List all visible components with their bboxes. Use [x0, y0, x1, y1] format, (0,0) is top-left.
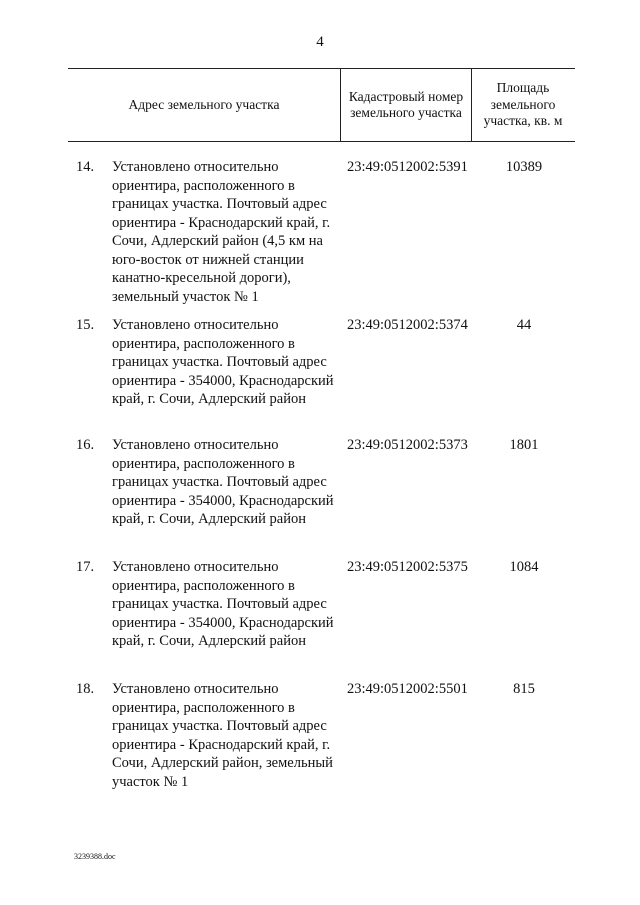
row-address: Установлено относительно ориентира, расположенного в границах участка. Почтовый адрес ориентира - 354000, Краснодарский край, г. Сочи, Адлерский район [112, 559, 334, 649]
row-cadastral-number: 23:49:0512002:5375 [347, 559, 468, 575]
row-number: 14. [76, 159, 95, 175]
row-cadastral-number: 23:49:0512002:5391 [347, 159, 468, 175]
row-address: Установлено относительно ориентира, расположенного в границах участка. Почтовый адрес ориентира - 354000, Краснодарский край, г. Сочи, Адлерский район [112, 437, 334, 527]
header-cadastral-number: Кадастровый номер земельного участка [340, 69, 472, 141]
row-number: 17. [76, 559, 95, 575]
row-cadastral-number: 23:49:0512002:5373 [347, 437, 468, 453]
row-area: 44 [516, 317, 532, 333]
row-cadastral-number: 23:49:0512002:5501 [347, 681, 468, 697]
header-address: Адрес земельного участка [128, 96, 280, 112]
header-area: Площадь земельного участка, кв. м [483, 80, 563, 129]
row-area: 1084 [509, 559, 539, 575]
table-header [68, 68, 575, 142]
row-address: Установлено относительно ориентира, расположенного в границах участка. Почтовый адрес ориентира - 354000, Краснодарский край, г. Сочи, Адлерский район [112, 317, 334, 407]
row-number: 18. [76, 681, 95, 697]
row-number: 16. [76, 437, 95, 453]
row-number: 15. [76, 317, 95, 333]
row-area: 815 [513, 681, 535, 697]
page-number: 4 [316, 34, 324, 50]
row-address: Установлено относительно ориентира, расположенного в границах участка. Почтовый адрес ориентира - Краснодарский край, г. Сочи, Адлерский район, земельный участок № 1 [112, 681, 333, 790]
document-filename: 3239388.doc [74, 852, 116, 861]
row-area: 1801 [509, 437, 539, 453]
row-area: 10389 [505, 159, 543, 175]
row-address: Установлено относительно ориентира, расположенного в границах участка. Почтовый адрес ориентира - Краснодарский край, г. Сочи, Адлерский район (4,5 км на юго-восток от нижней станции канатно-кресельной дороги), земельный участок № 1 [112, 159, 331, 305]
row-cadastral-number: 23:49:0512002:5374 [347, 317, 468, 333]
